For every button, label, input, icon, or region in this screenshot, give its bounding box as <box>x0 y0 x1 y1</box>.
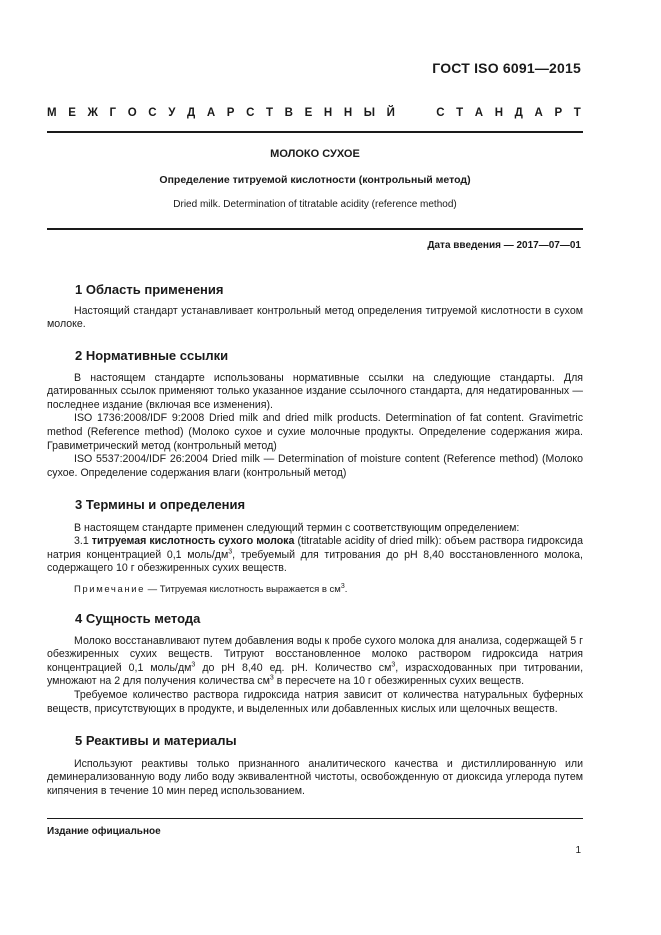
banner-letter <box>407 107 410 119</box>
paragraph: В настоящем стандарте применен следующий термин с соответствующим определением: <box>74 521 520 534</box>
paragraph-text: до pH 8,40 ед. pH. Количество см <box>195 661 392 674</box>
section-3 <box>47 498 583 597</box>
banner-letter: А <box>474 107 484 119</box>
banner-letter <box>421 107 424 119</box>
banner-letter: Н <box>343 107 353 119</box>
note <box>47 583 583 597</box>
paragraph <box>47 635 583 689</box>
introduction-date: Дата введения — 2017—07—01 <box>427 240 581 251</box>
banner-letter: Т <box>266 107 274 119</box>
banner-letter: Н <box>494 107 504 119</box>
banner-letter: О <box>127 107 137 119</box>
banner-letter: С <box>148 107 157 119</box>
banner-letter: Е <box>68 107 76 119</box>
term-definition <box>47 535 583 576</box>
section-heading: 4 Сущность метода <box>75 611 201 626</box>
banner-letter: Г <box>109 107 117 119</box>
term-text-rest: , требуемый для титрования до pH 8,40 восстановленного молока, содержащего 10 г обезжиренных сухих веществ. <box>47 548 583 575</box>
term-name: титруемая кислотность сухого молока <box>91 535 295 548</box>
paragraph-text: , израсходованных при титровании, умножают на 2 для получения количества см <box>47 661 584 688</box>
section-1 <box>47 283 583 332</box>
banner-letter: Ж <box>87 107 98 119</box>
banner-letter: Д <box>187 107 196 119</box>
banner-letter: Е <box>304 107 313 119</box>
paragraph-text: Молоко восстанавливают путем добавления воды к пробе сухого молока для анализа, содержащей 5 г обезжиренных сухих веществ. Титруют восстановленное молоко раствором гидроксида натрия концентрацией 0,1 моль/дм <box>47 634 583 674</box>
paragraph: Используют реактивы только признанного аналитического качества и дистиллированную или деминерализованную воду либо воду эквивалентной чистоты, освобожденную от диоксида углерода путем кипячения в течение 10 мин перед использованием. <box>47 757 583 797</box>
banner-letter: Т <box>573 107 581 119</box>
banner-letter: В <box>284 107 293 119</box>
superscript: 3 <box>391 661 396 669</box>
note-text: — Титруемая кислотность выражается в см <box>145 583 341 595</box>
banner-letter: У <box>168 107 176 119</box>
document-code: ГОСТ ISO 6091—2015 <box>432 60 581 76</box>
banner-letter: Р <box>554 107 563 119</box>
superscript: 3 <box>228 548 233 556</box>
document-subtitle-en: Dried milk. Determination of titratable acidity (reference method) <box>173 199 457 210</box>
banner-letter: С <box>436 107 445 119</box>
banner-letter: Д <box>514 107 523 119</box>
superscript: 3 <box>191 661 196 669</box>
superscript: 3 <box>269 674 274 682</box>
term-text: (titratable acidity of dried milk): объем раствора гидроксида натрия концентрацией 0,1 моль/дм <box>47 535 583 561</box>
term-number: 3.1 <box>74 535 89 548</box>
official-edition-label: Издание официальное <box>47 826 161 837</box>
title-rule <box>47 228 583 230</box>
page-number: 1 <box>575 845 581 856</box>
section-2 <box>47 349 583 480</box>
superscript: 3 <box>340 582 345 590</box>
paragraph: ISO 1736:2008/IDF 9:2008 Dried milk and dried milk products. Determination of fat content. Gravimetric method (Reference method) (Молоко сухое и сухие молочные продукты. Определение содержания жира. Гравиметрический метод (контрольный метод) <box>47 412 583 452</box>
document-title: МОЛОКО СУХОЕ <box>270 148 360 160</box>
document-subtitle-ru: Определение титруемой кислотности (контрольный метод) <box>159 174 471 186</box>
section-heading: 3 Термины и определения <box>75 497 246 512</box>
interstate-standard-banner <box>47 107 581 119</box>
note-label: Примечание <box>74 583 145 595</box>
banner-letter: Р <box>226 107 235 119</box>
banner-letter: А <box>534 107 543 119</box>
banner-letter: Ы <box>363 107 376 119</box>
footer-rule <box>47 818 583 819</box>
paragraph: ISO 5537:2004/IDF 26:2004 Dried milk — Determination of moisture content (Reference method) (Молоко сухое. Определение содержания влаги (контрольный метод) <box>47 453 583 479</box>
section-4 <box>47 612 583 716</box>
banner-letter: Й <box>386 107 395 119</box>
note-end: . <box>344 583 348 595</box>
banner-letter: С <box>246 107 255 119</box>
paragraph: Требуемое количество раствора гидроксида натрия зависит от количества натуральных буферных веществ, присутствующих в продукте, и выделенных или добавленных кислых или щелочных веществ. <box>47 688 583 715</box>
section-heading: 5 Реактивы и материалы <box>75 733 237 748</box>
paragraph-text: в пересчете на 10 г обезжиренных сухих веществ. <box>273 675 525 688</box>
banner-letter: Т <box>456 107 464 119</box>
banner-letter: Н <box>323 107 333 119</box>
section-heading: 2 Нормативные ссылки <box>75 348 229 363</box>
paragraph: В настоящем стандарте использованы нормативные ссылки на следующие стандарты. Для датированных ссылок применяют только указанное издание ссылочного стандарта, для недатированных — последнее издание (включая все изменения). <box>47 371 583 411</box>
header-rule <box>47 131 583 133</box>
section-heading: 1 Область применения <box>75 282 224 297</box>
paragraph: Настоящий стандарт устанавливает контрольный метод определения титруемой кислотности в сухом молоке. <box>47 304 583 331</box>
section-5 <box>47 734 583 798</box>
banner-letter: М <box>47 107 57 119</box>
banner-letter: А <box>206 107 216 119</box>
